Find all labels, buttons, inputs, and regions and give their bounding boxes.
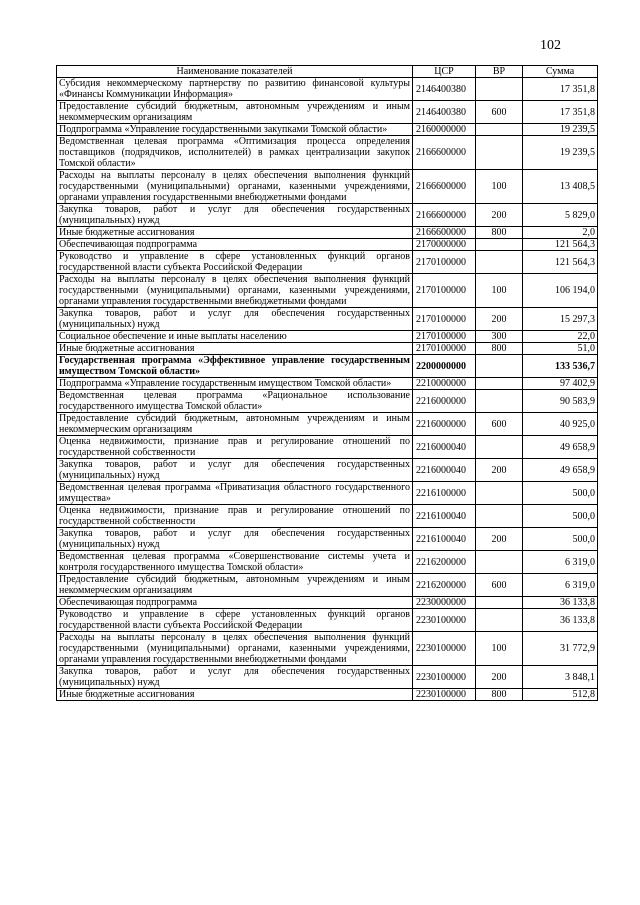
row-sum-cell: 17 351,8 xyxy=(523,101,598,124)
row-sum-cell: 106 194,0 xyxy=(523,274,598,308)
row-vr-cell: 600 xyxy=(476,413,523,436)
row-vr-cell xyxy=(476,551,523,574)
row-vr-cell xyxy=(476,378,523,390)
row-csr-cell: 2216100000 xyxy=(413,482,476,505)
row-vr-cell xyxy=(476,239,523,251)
table-row xyxy=(57,597,598,609)
row-csr-cell: 2160000000 xyxy=(413,124,476,136)
row-vr-cell: 200 xyxy=(476,666,523,689)
row-csr-cell: 2230100000 xyxy=(413,666,476,689)
row-vr-cell: 600 xyxy=(476,101,523,124)
row-name-cell: Ведомственная целевая программа «Оптимизация процесса определения поставщиков (подрядчиков, исполнителей) в рамках централизации закупок Томской области» xyxy=(57,136,413,170)
row-csr-cell: 2166600000 xyxy=(413,227,476,239)
row-vr-cell: 300 xyxy=(476,331,523,343)
row-sum-cell: 36 133,8 xyxy=(523,609,598,632)
row-csr-cell: 2166600000 xyxy=(413,136,476,170)
row-sum-cell: 6 319,0 xyxy=(523,551,598,574)
table-row xyxy=(57,136,598,170)
row-vr-cell: 200 xyxy=(476,528,523,551)
row-name-cell: Предоставление субсидий бюджетным, автономным учреждениям и иным некоммерческим организациям xyxy=(57,101,413,124)
row-sum-cell: 51,0 xyxy=(523,343,598,355)
row-sum-cell: 121 564,3 xyxy=(523,239,598,251)
table-row xyxy=(57,355,598,378)
row-vr-cell: 800 xyxy=(476,343,523,355)
table-row xyxy=(57,689,598,701)
table-row xyxy=(57,78,598,101)
row-name-cell: Расходы на выплаты персоналу в целях обеспечения выполнения функций государственными (муниципальными) органами, казенными учреждениями, органами управления государственными внебюджетными фондами xyxy=(57,274,413,308)
row-name-cell: Ведомственная целевая программа «Рациональное использование государственного имущества Томской области» xyxy=(57,390,413,413)
row-sum-cell: 49 658,9 xyxy=(523,459,598,482)
row-sum-cell: 2,0 xyxy=(523,227,598,239)
row-sum-cell: 500,0 xyxy=(523,505,598,528)
row-name-cell: Обеспечивающая подпрограмма xyxy=(57,239,413,251)
row-vr-cell: 200 xyxy=(476,459,523,482)
table-row xyxy=(57,274,598,308)
page-number: 102 xyxy=(540,38,561,53)
table-row xyxy=(57,239,598,251)
row-sum-cell: 36 133,8 xyxy=(523,597,598,609)
row-name-cell: Оценка недвижимости, признание прав и регулирование отношений по государственной собственности xyxy=(57,505,413,528)
row-vr-cell: 100 xyxy=(476,170,523,204)
row-sum-cell: 500,0 xyxy=(523,482,598,505)
row-name-cell: Иные бюджетные ассигнования xyxy=(57,343,413,355)
row-vr-cell: 800 xyxy=(476,689,523,701)
row-sum-cell: 19 239,5 xyxy=(523,136,598,170)
header-vr: ВР xyxy=(476,66,523,78)
row-csr-cell: 2216200000 xyxy=(413,574,476,597)
row-name-cell: Руководство и управление в сфере установленных функций органов государственной власти субъекта Российской Федерации xyxy=(57,609,413,632)
row-vr-cell xyxy=(476,436,523,459)
row-csr-cell: 2146400380 xyxy=(413,78,476,101)
row-name-cell: Подпрограмма «Управление государственным имуществом Томской области» xyxy=(57,378,413,390)
row-csr-cell: 2216100040 xyxy=(413,528,476,551)
table-row xyxy=(57,251,598,274)
table-row xyxy=(57,505,598,528)
row-csr-cell: 2216000040 xyxy=(413,436,476,459)
budget-table xyxy=(56,65,598,701)
table-row xyxy=(57,331,598,343)
table-row xyxy=(57,528,598,551)
table-row xyxy=(57,227,598,239)
row-sum-cell: 22,0 xyxy=(523,331,598,343)
row-vr-cell xyxy=(476,597,523,609)
table-row xyxy=(57,609,598,632)
header-sum: Сумма xyxy=(523,66,598,78)
table-row xyxy=(57,204,598,227)
table-row xyxy=(57,390,598,413)
row-sum-cell: 133 536,7 xyxy=(523,355,598,378)
row-vr-cell xyxy=(476,609,523,632)
row-vr-cell xyxy=(476,251,523,274)
table-row xyxy=(57,308,598,331)
row-name-cell: Предоставление субсидий бюджетным, автономным учреждениям и иным некоммерческим организациям xyxy=(57,413,413,436)
row-name-cell: Ведомственная целевая программа «Совершенствование системы учета и контроля государственного имущества Томской области» xyxy=(57,551,413,574)
row-sum-cell: 13 408,5 xyxy=(523,170,598,204)
row-name-cell: Субсидия некоммерческому партнерству по развитию финансовой культуры «Финансы Коммуникации Информация» xyxy=(57,78,413,101)
row-vr-cell: 200 xyxy=(476,204,523,227)
row-sum-cell: 512,8 xyxy=(523,689,598,701)
row-csr-cell: 2170100000 xyxy=(413,274,476,308)
row-csr-cell: 2210000000 xyxy=(413,378,476,390)
row-vr-cell: 100 xyxy=(476,274,523,308)
row-name-cell: Руководство и управление в сфере установленных функций органов государственной власти субъекта Российской Федерации xyxy=(57,251,413,274)
row-name-cell: Закупка товаров, работ и услуг для обеспечения государственных (муниципальных) нужд xyxy=(57,666,413,689)
row-sum-cell: 49 658,9 xyxy=(523,436,598,459)
row-csr-cell: 2216000000 xyxy=(413,413,476,436)
row-name-cell: Закупка товаров, работ и услуг для обеспечения государственных (муниципальных) нужд xyxy=(57,459,413,482)
table-row xyxy=(57,170,598,204)
row-csr-cell: 2166600000 xyxy=(413,204,476,227)
row-sum-cell: 90 583,9 xyxy=(523,390,598,413)
table-row xyxy=(57,574,598,597)
row-name-cell: Расходы на выплаты персоналу в целях обеспечения выполнения функций государственными (муниципальными) органами, казенными учреждениями, органами управления государственными внебюджетными фондами xyxy=(57,170,413,204)
row-csr-cell: 2216000000 xyxy=(413,390,476,413)
row-sum-cell: 31 772,9 xyxy=(523,632,598,666)
row-csr-cell: 2170100000 xyxy=(413,251,476,274)
row-name-cell: Иные бюджетные ассигнования xyxy=(57,689,413,701)
row-sum-cell: 15 297,3 xyxy=(523,308,598,331)
table-row xyxy=(57,436,598,459)
row-csr-cell: 2216200000 xyxy=(413,551,476,574)
row-vr-cell xyxy=(476,482,523,505)
row-csr-cell: 2216000040 xyxy=(413,459,476,482)
row-csr-cell: 2230000000 xyxy=(413,597,476,609)
row-sum-cell: 97 402,9 xyxy=(523,378,598,390)
row-sum-cell: 121 564,3 xyxy=(523,251,598,274)
row-vr-cell xyxy=(476,355,523,378)
row-csr-cell: 2216100040 xyxy=(413,505,476,528)
row-name-cell: Оценка недвижимости, признание прав и регулирование отношений по государственной собственности xyxy=(57,436,413,459)
row-name-cell: Закупка товаров, работ и услуг для обеспечения государственных (муниципальных) нужд xyxy=(57,308,413,331)
row-csr-cell: 2170000000 xyxy=(413,239,476,251)
table-row xyxy=(57,632,598,666)
row-sum-cell: 5 829,0 xyxy=(523,204,598,227)
row-csr-cell: 2230100000 xyxy=(413,632,476,666)
row-vr-cell: 800 xyxy=(476,227,523,239)
row-name-cell: Подпрограмма «Управление государственными закупками Томской области» xyxy=(57,124,413,136)
row-csr-cell: 2230100000 xyxy=(413,609,476,632)
row-name-cell: Социальное обеспечение и иные выплаты населению xyxy=(57,331,413,343)
row-csr-cell: 2146400380 xyxy=(413,101,476,124)
row-vr-cell: 600 xyxy=(476,574,523,597)
row-name-cell: Закупка товаров, работ и услуг для обеспечения государственных (муниципальных) нужд xyxy=(57,204,413,227)
row-sum-cell: 3 848,1 xyxy=(523,666,598,689)
row-csr-cell: 2166600000 xyxy=(413,170,476,204)
table-row xyxy=(57,413,598,436)
row-csr-cell: 2200000000 xyxy=(413,355,476,378)
row-vr-cell xyxy=(476,136,523,170)
row-name-cell: Расходы на выплаты персоналу в целях обеспечения выполнения функций государственными (муниципальными) органами, казенными учреждениями, органами управления государственными внебюджетными фондами xyxy=(57,632,413,666)
table-row xyxy=(57,378,598,390)
table-row xyxy=(57,343,598,355)
table-row xyxy=(57,101,598,124)
row-name-cell: Закупка товаров, работ и услуг для обеспечения государственных (муниципальных) нужд xyxy=(57,528,413,551)
row-vr-cell: 200 xyxy=(476,308,523,331)
row-sum-cell: 19 239,5 xyxy=(523,124,598,136)
row-name-cell: Государственная программа «Эффективное управление государственным имуществом Томской области» xyxy=(57,355,413,378)
table-row xyxy=(57,459,598,482)
row-csr-cell: 2170100000 xyxy=(413,331,476,343)
row-csr-cell: 2170100000 xyxy=(413,308,476,331)
row-name-cell: Иные бюджетные ассигнования xyxy=(57,227,413,239)
row-name-cell: Предоставление субсидий бюджетным, автономным учреждениям и иным некоммерческим организациям xyxy=(57,574,413,597)
row-sum-cell: 40 925,0 xyxy=(523,413,598,436)
table-row xyxy=(57,482,598,505)
row-csr-cell: 2230100000 xyxy=(413,689,476,701)
table-row xyxy=(57,124,598,136)
row-vr-cell: 100 xyxy=(476,632,523,666)
row-vr-cell xyxy=(476,390,523,413)
row-name-cell: Ведомственная целевая программа «Приватизация областного государственного имущества» xyxy=(57,482,413,505)
header-name: Наименование показателей xyxy=(57,66,413,78)
row-csr-cell: 2170100000 xyxy=(413,343,476,355)
table-row xyxy=(57,666,598,689)
row-vr-cell xyxy=(476,124,523,136)
row-name-cell: Обеспечивающая подпрограмма xyxy=(57,597,413,609)
row-vr-cell xyxy=(476,505,523,528)
header-csr: ЦСР xyxy=(413,66,476,78)
row-sum-cell: 17 351,8 xyxy=(523,78,598,101)
table-body xyxy=(57,78,598,701)
row-sum-cell: 6 319,0 xyxy=(523,574,598,597)
table-header-row xyxy=(57,66,598,78)
row-sum-cell: 500,0 xyxy=(523,528,598,551)
row-vr-cell xyxy=(476,78,523,101)
table-row xyxy=(57,551,598,574)
